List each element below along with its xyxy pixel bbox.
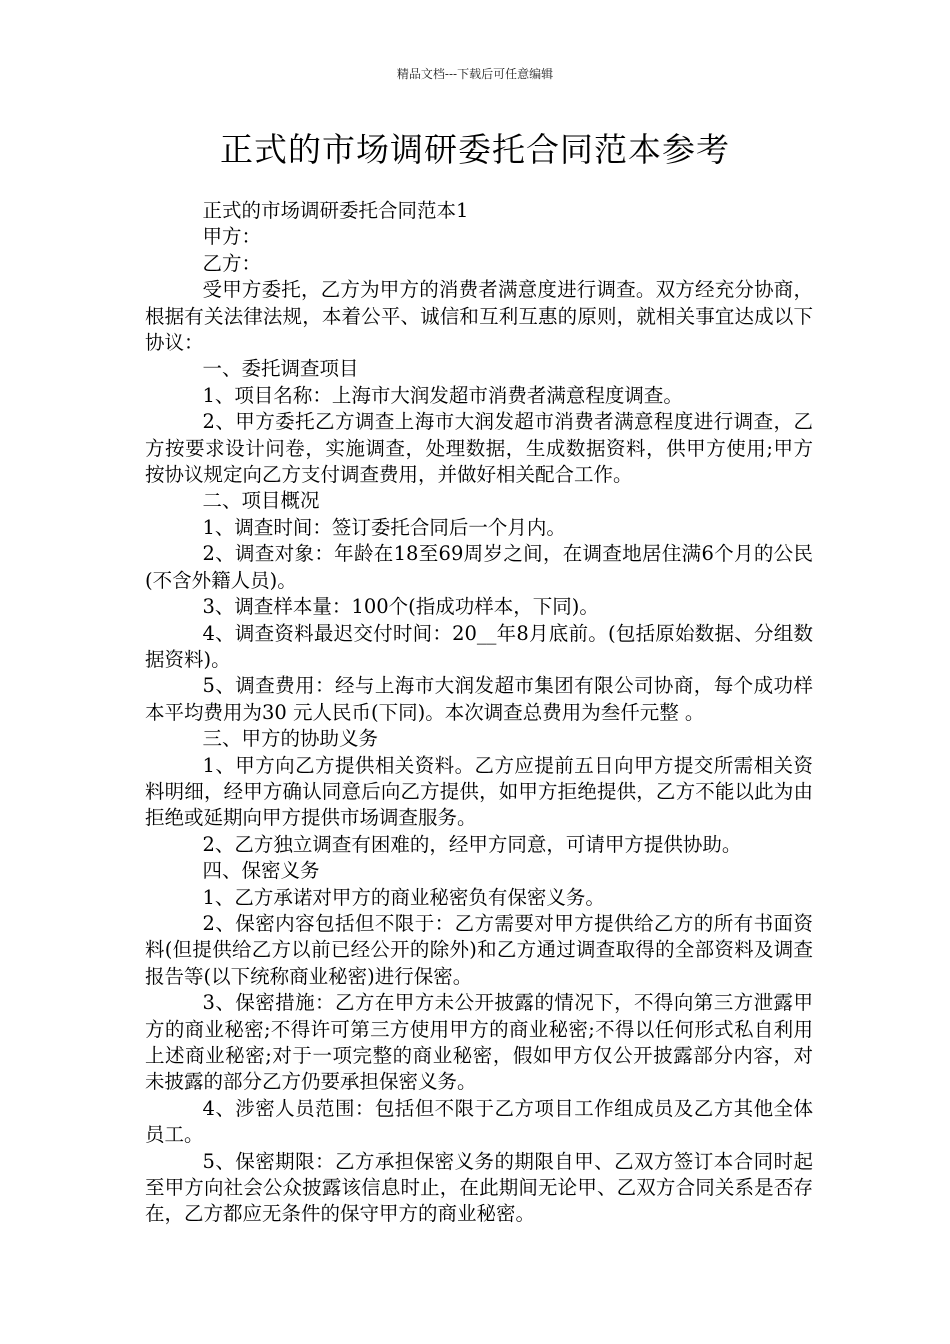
body-paragraph: 2、保密内容包括但不限于：乙方需要对甲方提供给乙方的所有书面资料(但提供给乙方以前已经公开的除外)和乙方通过调查取得的全部资料及调查报告等(以下统称商业秘密)进行保密。 xyxy=(145,911,813,988)
body-paragraph: 5、保密期限：乙方承担保密义务的期限自甲、乙双方签订本合同时起至甲方向社会公众披露该信息时止，在此期间无论甲、乙双方合同关系是否存在，乙方都应无条件的保守甲方的商业秘密。 xyxy=(145,1149,813,1226)
body-paragraph: 3、保密措施：乙方在甲方未公开披露的情况下，不得向第三方泄露甲方的商业秘密;不得许可第三方使用甲方的商业秘密;不得以任何形式私自利用上述商业秘密;对于一项完整的商业秘密，假如甲方仅公开披露部分内容，对未披露的部分乙方仍要承担保密义务。 xyxy=(145,991,813,1094)
body-paragraph: 2、调查对象：年龄在18至69周岁之间，在调查地居住满6个月的公民(不含外籍人员)。 xyxy=(145,542,813,592)
body-paragraph: 5、调查费用：经与上海市大润发超市集团有限公司协商，每个成功样本平均费用为30 元人民币(下同)。本次调查总费用为叁仟元整 。 xyxy=(145,674,813,724)
body-paragraph: 4、调查资料最迟交付时间：20__年8月底前。(包括原始数据、分组数据资料)。 xyxy=(145,621,813,671)
body-paragraph: 正式的市场调研委托合同范本1 xyxy=(202,199,469,222)
body-paragraph: 3、调查样本量：100个(指成功样本，下同)。 xyxy=(202,595,599,619)
body-paragraph: 1、乙方承诺对甲方的商业秘密负有保密义务。 xyxy=(202,885,605,909)
body-paragraph: 甲方： xyxy=(202,225,262,249)
header-note: 精品文档---下载后可任意编辑 xyxy=(396,67,554,81)
section-heading: 二、项目概况 xyxy=(202,489,320,513)
body-paragraph: 4、涉密人员范围：包括但不限于乙方项目工作组成员及乙方其他全体员工。 xyxy=(145,1096,813,1147)
document-body xyxy=(145,198,813,1228)
document-title: 正式的市场调研委托合同范本参考 xyxy=(220,130,730,169)
section-heading: 三、甲方的协助义务 xyxy=(202,727,379,751)
section-heading: 四、保密义务 xyxy=(202,859,320,883)
section-heading: 一、委托调查项目 xyxy=(202,357,359,381)
body-paragraph: 1、项目名称：上海市大润发超市消费者满意程度调查。 xyxy=(202,383,683,407)
body-paragraph: 乙方： xyxy=(202,251,262,275)
body-paragraph: 受甲方委托，乙方为甲方的消费者满意度进行调查。双方经充分协商，根据有关法律法规，本着公平、诚信和互利互惠的原则，就相关事宜达成以下协议： xyxy=(145,278,813,355)
body-paragraph: 2、甲方委托乙方调查上海市大润发超市消费者满意程度进行调查，乙方按要求设计问卷，实施调查，处理数据，生成数据资料，供甲方使用;甲方按协议规定向乙方支付调查费用，并做好相关配合工作。 xyxy=(145,410,813,487)
body-paragraph: 1、甲方向乙方提供相关资料。乙方应提前五日向甲方提交所需相关资料明细，经甲方确认同意后向乙方提供，如甲方拒绝提供，乙方不能以此为由拒绝或延期向甲方提供市场调查服务。 xyxy=(145,753,813,830)
body-paragraph: 2、乙方独立调查有困难的，经甲方同意，可请甲方提供协助。 xyxy=(202,832,742,856)
body-paragraph: 1、调查时间：签订委托合同后一个月内。 xyxy=(202,515,566,539)
